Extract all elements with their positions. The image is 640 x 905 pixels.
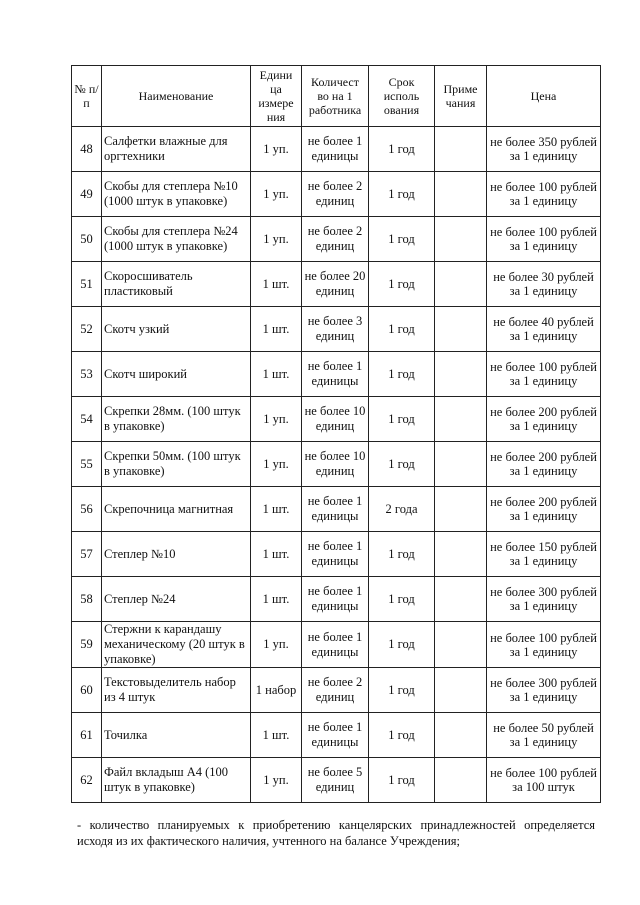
row-number: 56 — [72, 487, 102, 532]
item-name: Скотч широкий — [102, 352, 251, 397]
item-name: Степлер №10 — [102, 532, 251, 577]
item-name: Скрепки 50мм. (100 штук в упаковке) — [102, 442, 251, 487]
item-name: Скобы для степлера №10 (1000 штук в упаковке) — [102, 172, 251, 217]
row-number: 50 — [72, 217, 102, 262]
item-note — [435, 442, 487, 487]
item-note — [435, 487, 487, 532]
item-term: 1 год — [369, 713, 435, 758]
item-term: 1 год — [369, 172, 435, 217]
item-note — [435, 713, 487, 758]
table-row — [72, 668, 601, 713]
item-term: 1 год — [369, 352, 435, 397]
item-unit: 1 набор — [251, 668, 302, 713]
table-row — [72, 352, 601, 397]
item-price: не более 200 рублей за 1 единицу — [487, 442, 601, 487]
item-note — [435, 217, 487, 262]
row-number: 52 — [72, 307, 102, 352]
item-price: не более 150 рублей за 1 единицу — [487, 532, 601, 577]
table-row — [72, 622, 601, 668]
item-price: не более 350 рублей за 1 единицу — [487, 127, 601, 172]
supplies-table — [71, 65, 601, 803]
row-number: 48 — [72, 127, 102, 172]
item-unit: 1 уп. — [251, 397, 302, 442]
item-unit: 1 уп. — [251, 758, 302, 803]
item-name: Текстовыделитель набор из 4 штук — [102, 668, 251, 713]
row-number: 51 — [72, 262, 102, 307]
row-number: 54 — [72, 397, 102, 442]
table-header-row — [72, 66, 601, 127]
header-term: Срок исполь ования — [369, 66, 435, 127]
header-num: № п/п — [72, 66, 102, 127]
item-note — [435, 577, 487, 622]
item-term: 1 год — [369, 668, 435, 713]
row-number: 57 — [72, 532, 102, 577]
item-unit: 1 шт. — [251, 577, 302, 622]
item-note — [435, 668, 487, 713]
item-quantity: не более 2 единиц — [302, 172, 369, 217]
table-row — [72, 397, 601, 442]
item-name: Салфетки влажные для оргтехники — [102, 127, 251, 172]
item-name: Степлер №24 — [102, 577, 251, 622]
item-quantity: не более 3 единиц — [302, 307, 369, 352]
item-price: не более 100 рублей за 1 единицу — [487, 352, 601, 397]
header-note: Приме чания — [435, 66, 487, 127]
item-term: 1 год — [369, 217, 435, 262]
item-unit: 1 уп. — [251, 442, 302, 487]
item-term: 1 год — [369, 262, 435, 307]
table-row — [72, 307, 601, 352]
item-note — [435, 307, 487, 352]
item-price: не более 50 рублей за 1 единицу — [487, 713, 601, 758]
item-quantity: не более 10 единиц — [302, 397, 369, 442]
item-unit: 1 шт. — [251, 713, 302, 758]
item-price: не более 300 рублей за 1 единицу — [487, 577, 601, 622]
item-note — [435, 127, 487, 172]
item-quantity: не более 1 единицы — [302, 622, 369, 668]
table-row — [72, 127, 601, 172]
item-unit: 1 уп. — [251, 622, 302, 668]
item-price: не более 100 рублей за 1 единицу — [487, 622, 601, 668]
table-row — [72, 172, 601, 217]
item-price: не более 100 рублей за 1 единицу — [487, 217, 601, 262]
footnote-text: - количество планируемых к приобретению канцелярских принадлежностей определяется исходя из их фактического наличия, учтенного на балансе Учреждения; — [77, 818, 595, 848]
item-name: Скоросшиватель пластиковый — [102, 262, 251, 307]
item-term: 1 год — [369, 532, 435, 577]
item-note — [435, 352, 487, 397]
item-quantity: не более 2 единиц — [302, 668, 369, 713]
item-name: Скрепочница магнитная — [102, 487, 251, 532]
table-row — [72, 442, 601, 487]
table-row — [72, 758, 601, 803]
item-price: не более 200 рублей за 1 единицу — [487, 487, 601, 532]
table-row — [72, 577, 601, 622]
table-row — [72, 532, 601, 577]
row-number: 53 — [72, 352, 102, 397]
header-price: Цена — [487, 66, 601, 127]
item-name: Скрепки 28мм. (100 штук в упаковке) — [102, 397, 251, 442]
row-number: 49 — [72, 172, 102, 217]
item-quantity: не более 1 единицы — [302, 532, 369, 577]
item-term: 1 год — [369, 397, 435, 442]
item-quantity: не более 1 единицы — [302, 487, 369, 532]
item-term: 2 года — [369, 487, 435, 532]
item-unit: 1 шт. — [251, 262, 302, 307]
item-note — [435, 397, 487, 442]
item-note — [435, 172, 487, 217]
item-unit: 1 уп. — [251, 217, 302, 262]
item-note — [435, 622, 487, 668]
item-term: 1 год — [369, 622, 435, 668]
item-term: 1 год — [369, 127, 435, 172]
item-price: не более 300 рублей за 1 единицу — [487, 668, 601, 713]
item-name: Стержни к карандашу механическому (20 штук в упаковке) — [102, 622, 251, 668]
item-term: 1 год — [369, 758, 435, 803]
item-term: 1 год — [369, 577, 435, 622]
item-unit: 1 шт. — [251, 487, 302, 532]
item-price: не более 100 рублей за 100 штук — [487, 758, 601, 803]
item-quantity: не более 1 единицы — [302, 713, 369, 758]
table-row — [72, 713, 601, 758]
table-row — [72, 262, 601, 307]
item-name: Точилка — [102, 713, 251, 758]
header-unit: Едини ца измере ния — [251, 66, 302, 127]
item-quantity: не более 1 единицы — [302, 127, 369, 172]
row-number: 55 — [72, 442, 102, 487]
item-price: не более 30 рублей за 1 единицу — [487, 262, 601, 307]
header-qty: Количест во на 1 работника — [302, 66, 369, 127]
item-unit: 1 уп. — [251, 172, 302, 217]
item-note — [435, 532, 487, 577]
row-number: 59 — [72, 622, 102, 668]
row-number: 60 — [72, 668, 102, 713]
row-number: 58 — [72, 577, 102, 622]
row-number: 61 — [72, 713, 102, 758]
item-price: не более 200 рублей за 1 единицу — [487, 397, 601, 442]
item-name: Скобы для степлера №24 (1000 штук в упаковке) — [102, 217, 251, 262]
item-quantity: не более 1 единицы — [302, 577, 369, 622]
table-body — [72, 127, 601, 803]
item-quantity: не более 1 единицы — [302, 352, 369, 397]
item-price: не более 40 рублей за 1 единицу — [487, 307, 601, 352]
item-quantity: не более 10 единиц — [302, 442, 369, 487]
row-number: 62 — [72, 758, 102, 803]
item-quantity: не более 5 единиц — [302, 758, 369, 803]
item-note — [435, 262, 487, 307]
item-unit: 1 уп. — [251, 127, 302, 172]
item-name: Скотч узкий — [102, 307, 251, 352]
item-term: 1 год — [369, 442, 435, 487]
item-quantity: не более 2 единиц — [302, 217, 369, 262]
table-row — [72, 217, 601, 262]
item-unit: 1 шт. — [251, 352, 302, 397]
item-note — [435, 758, 487, 803]
item-unit: 1 шт. — [251, 307, 302, 352]
table-row — [72, 487, 601, 532]
item-name: Файл вкладыш А4 (100 штук в упаковке) — [102, 758, 251, 803]
item-term: 1 год — [369, 307, 435, 352]
item-unit: 1 шт. — [251, 532, 302, 577]
header-name: Наименование — [102, 66, 251, 127]
item-quantity: не более 20 единиц — [302, 262, 369, 307]
item-price: не более 100 рублей за 1 единицу — [487, 172, 601, 217]
